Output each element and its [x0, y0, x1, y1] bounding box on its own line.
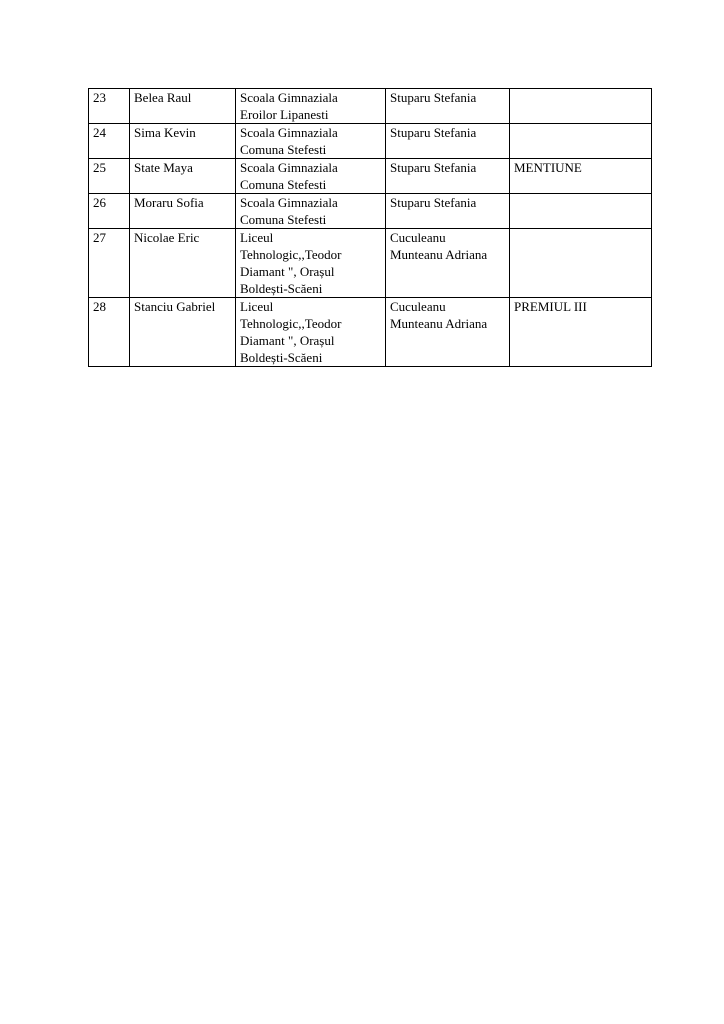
school-cell: Liceul Tehnologic,,Teodor Diamant ", Orașul Boldești-Scăeni	[236, 298, 386, 367]
table-row	[89, 89, 652, 124]
row-number-cell: 25	[89, 159, 130, 194]
school-cell: Scoala Gimnaziala Comuna Stefesti	[236, 194, 386, 229]
school-cell: Scoala Gimnaziala Comuna Stefesti	[236, 124, 386, 159]
table-row	[89, 229, 652, 298]
school-cell: Scoala Gimnaziala Comuna Stefesti	[236, 159, 386, 194]
row-number-cell: 24	[89, 124, 130, 159]
row-number-cell: 27	[89, 229, 130, 298]
prize-cell	[510, 124, 652, 159]
student-name-cell: Stanciu Gabriel	[130, 298, 236, 367]
results-table	[88, 88, 652, 367]
prize-cell: PREMIUL III	[510, 298, 652, 367]
teacher-cell: Stuparu Stefania	[386, 159, 510, 194]
prize-cell	[510, 194, 652, 229]
student-name-cell: Belea Raul	[130, 89, 236, 124]
prize-cell	[510, 229, 652, 298]
school-cell: Liceul Tehnologic,,Teodor Diamant ", Orașul Boldești-Scăeni	[236, 229, 386, 298]
student-name-cell: Moraru Sofia	[130, 194, 236, 229]
school-cell: Scoala Gimnaziala Eroilor Lipanesti	[236, 89, 386, 124]
student-name-cell: Nicolae Eric	[130, 229, 236, 298]
row-number-cell: 26	[89, 194, 130, 229]
teacher-cell: Stuparu Stefania	[386, 124, 510, 159]
prize-cell	[510, 89, 652, 124]
table-row	[89, 124, 652, 159]
table-row	[89, 298, 652, 367]
table-row	[89, 194, 652, 229]
student-name-cell: State Maya	[130, 159, 236, 194]
teacher-cell: Stuparu Stefania	[386, 89, 510, 124]
teacher-cell: Cuculeanu Munteanu Adriana	[386, 229, 510, 298]
prize-cell: MENTIUNE	[510, 159, 652, 194]
teacher-cell: Stuparu Stefania	[386, 194, 510, 229]
row-number-cell: 28	[89, 298, 130, 367]
teacher-cell: Cuculeanu Munteanu Adriana	[386, 298, 510, 367]
row-number-cell: 23	[89, 89, 130, 124]
student-name-cell: Sima Kevin	[130, 124, 236, 159]
table-row	[89, 159, 652, 194]
